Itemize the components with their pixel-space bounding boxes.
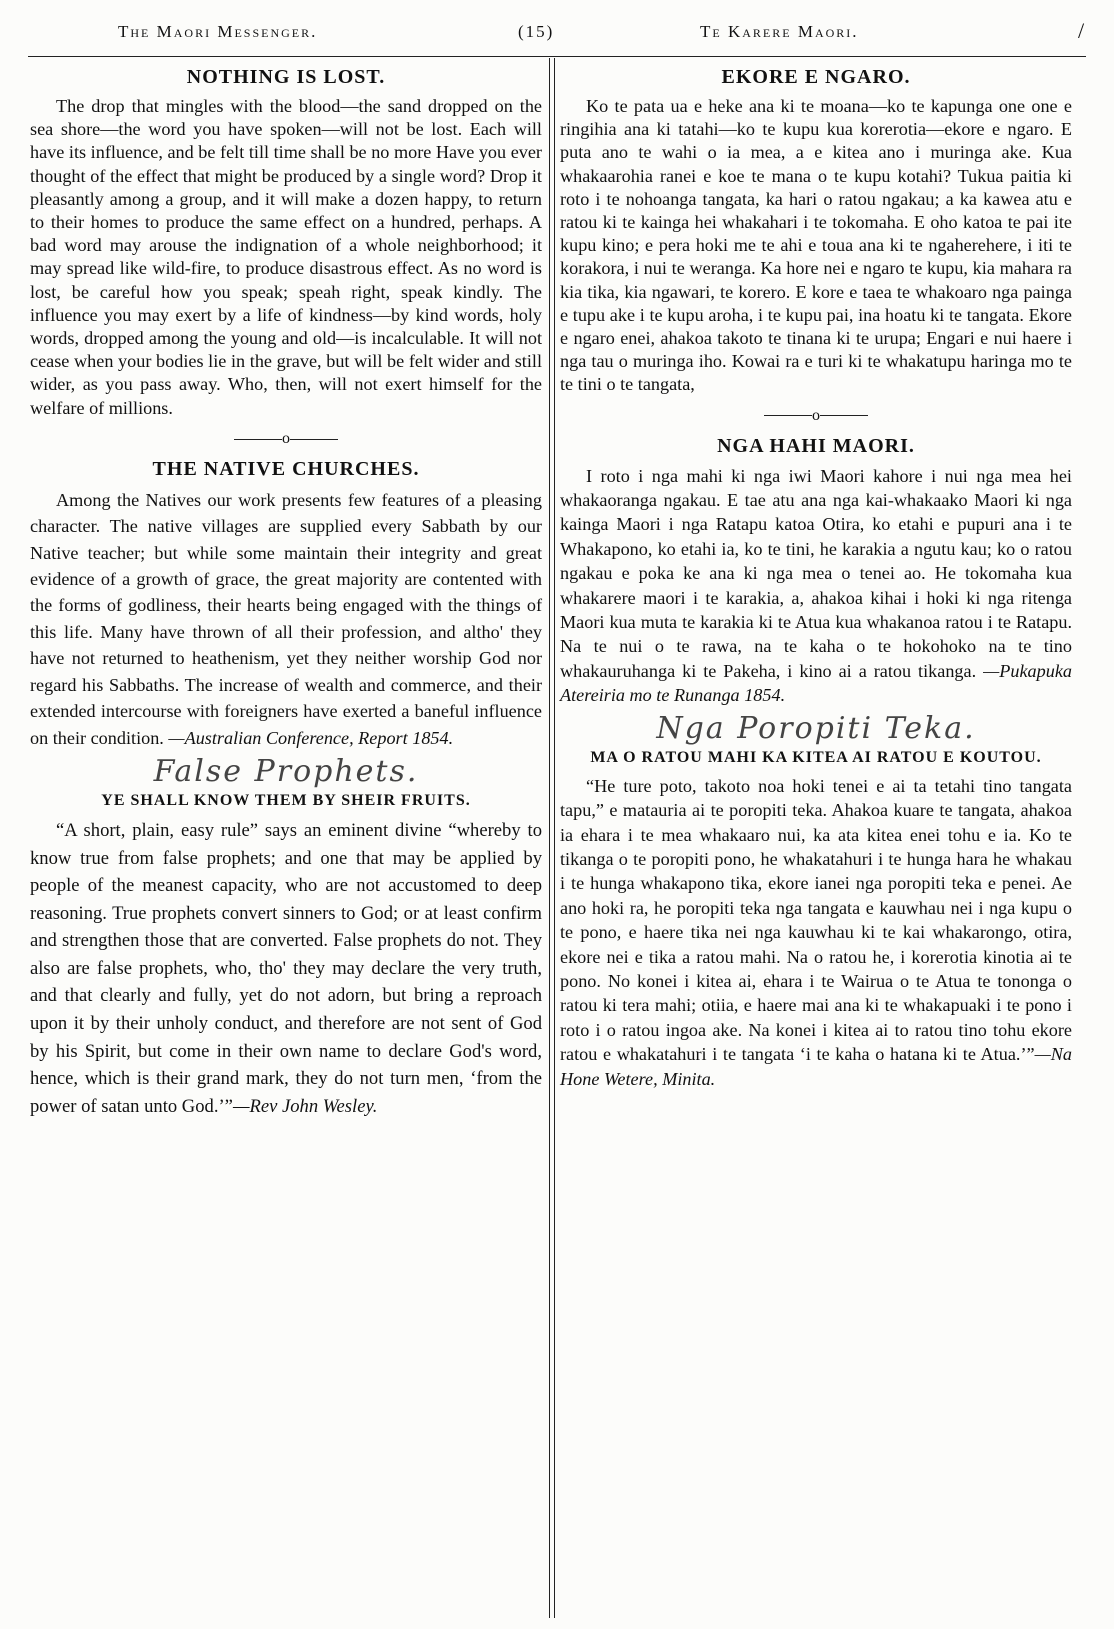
section-body-fruits: “A short, plain, easy rule” says an eminent divine “whereby to know true from false prophets; and one that may be applied by people of the meanest capacity, who are not accustomed to deep reasoning. True prophets convert sinners to God; or at least confirm and strengthen those that are converted. False prophets do not. They also are false prophets, who, tho' they may declare the very truth, and that clearly and fully, yet do not adorn, but bring a reproach upon it by their unholy conduct, and therefore are not sent of God by his Spirit, but come in their own name to declare God's word, hence, which is their grand mark, they do not turn men, ‘from the power of satan unto God.’”—Rev John Wesley. bbox=[30, 819, 542, 1117]
section-body-native-churches: Among the Natives our work presents few features of a pleasing character. The native villages are supplied every Sabbath by our Native teacher; but while some maintain their integrity and great evidence of a growth of grace, the great majority are contented with the forms of godliness, their hearts being engaged with the things of this life. Many have thrown of all their profession, and altho' they have not returned to heathenism, yet they neither worship God nor regard his Sabbaths. The increase of wealth and commerce, and their extended intercourse with foreigners have exerted a baneful influence on their condition. —Australian Conference, Report 1854. bbox=[30, 489, 542, 748]
header-rule bbox=[28, 56, 1086, 57]
handwritten-annotation: False Prophets. bbox=[153, 753, 419, 789]
section-body-ekore-e-ngaro: Ko te pata ua e heke ana ki te moana—ko te kapunga one one e ringihia ana ki tatahi—ko te kupu kua korerotia—ekore e ngaro. E puta ano te wahi o ia mea, a e kitea ano i muringa ake. Kua whakaarohia ranei e koe te mana o te kupu kotahi? Tukua paitia ki roto i te nohoanga tangata, ka hari o ratou ngakau; a ka kawea atu e ratou ki te kainga hei whakahari i te tokomaha. E oho katoa te pai ite kupu kino; e pera hoki me te ahi e toua ana ki te ngaherehere, i iti te korakora, i nui te weranga. Ka hore nei e ngaro te kupu, kia mahara ra kia tika, kia ngawari, te korero. E kore e taea te whakoaro nga painga e tupu ake i te kupu aroha, i te kupu pai, ina hoatu ki te tangata. Ekore e ngaro enei, ahakoa takoto te tinana ki te urupa; Engari e nui haere i nga tau o muringa iho. Kowai ra e turi ki te whakatupu haringa mo te te tini o te tangata, bbox=[560, 96, 1072, 395]
column-divider bbox=[549, 58, 555, 1618]
maori-column bbox=[560, 66, 1072, 1091]
corner-mark: / bbox=[1078, 18, 1087, 43]
page-number: (15) bbox=[518, 22, 555, 41]
section-body-ma-o-ratou-mahi: “He ture poto, takoto noa hoki tenei e ai ta tetahi tino tangata tapu,” e matauria ai te poropiti teka. Ahakoa kuare te tangata, ahakoa ia ehara i te mea whakaaro nui, ka ata kitea enei tohu e ia. Ko te tikanga o te poropiti pono, he whakatahuri i te hunga hara he whakau i te hunga whakapono tika, ekore ianei nga poropiti teka e penei. Ae ano hoki ra, he poropiti teka nga tangata e kauwhau nei i nga kupu o te pono, e haere tika nei nga kauwhau ki te kai whakarongo, otira, ekore nei e tika a ratou mahi. Na o ratou he, i korerotia kinotia ai te pono. No konei i kitea ai, ehara i te Wairua o te Atua te tononga o ratou ki tera mahi; otiia, e haere mai ana ki te whakapuaki i te pono i roto i o ratou ingoa ake. Na konei i kitea ai to ratou tino tohu ekore ratou e whakatahuri i te tangata ‘i te kaha o hatana ki te Atua.’”—Na Hone Wetere, Minita. bbox=[560, 775, 1072, 1089]
attribution: —Australian Conference, Report 1854. bbox=[168, 727, 454, 748]
masthead-maori: Te Karere Maori. bbox=[700, 22, 859, 41]
section-divider: o bbox=[560, 407, 1072, 425]
section-title-ma-o-ratou-mahi: MA O RATOU MAHI KA KITEA AI RATOU E KOUTOU. bbox=[590, 748, 1042, 766]
handwritten-annotation: Nga Poropiti Teka. bbox=[656, 710, 976, 746]
section-title-fruits: YE SHALL KNOW THEM BY SHEIR FRUITS. bbox=[101, 791, 471, 809]
english-column bbox=[30, 66, 542, 1120]
masthead-english: The Maori Messenger. bbox=[118, 22, 318, 41]
page-header bbox=[0, 18, 1114, 52]
section-title-nothing-is-lost: NOTHING IS LOST. bbox=[186, 66, 386, 88]
attribution: —Rev John Wesley. bbox=[232, 1095, 378, 1117]
section-body-nothing-is-lost: The drop that mingles with the blood—the sand dropped on the sea shore—the word you have spoken—will not be lost. Each will have its influence, and be felt till time shall be no more Have you ever thought of the effect that might be produced by a single word? Drop it pleasantly among a group, and it will make a dozen happy, to return to their homes to produce the same effect on a hundred, perhaps. A bad word may arouse the indignation of a whole neighborhood; it may spread like wild-fire, to produce disastrous effect. As no word is lost, be careful how you speak; speah right, speak kindly. The influence you may exert by a life of kindness—by kind words, holy words, dropped among the young and old—is incalculable. It will not cease when your bodies lie in the grave, but will be felt wider and still wider, as you pass away. Who, then, will not exert himself for the welfare of millions. bbox=[30, 96, 542, 418]
section-body-nga-hahi-maori: I roto i nga mahi ki nga iwi Maori kahore i nui nga mea hei whakaoranga ngakau. E tae atu ana nga kai-whakaako Maori ki nga kainga Maori i nga Ratapu katoa Otira, ko etahi e pupuri ana i te Whakapono, ko etahi ia, ko te tini, he karakia a ngutu kau; ko o ratou ngakau e poka ke ana ki nga mea o tenei ao. He tokomaha kua whakarere maori i te karakia, a, ahakoa kihai i hoki ki nga ritenga Maori kua muta te karakia ki te Atua kua whakanoa ratou i te Ratapu. Na te nui o te rawa, na te kaha o te hokohoko na te tino whakauruhanga ki te Pakeha, i kino ai a ratou tikanga. —Pukapuka Atereiria mo te Runanga 1854. bbox=[560, 465, 1073, 706]
section-title-ekore-e-ngaro: EKORE E NGARO. bbox=[721, 66, 911, 88]
section-title-nga-hahi-maori: NGA HAHI MAORI. bbox=[717, 434, 915, 457]
section-divider: o bbox=[30, 430, 542, 448]
section-title-native-churches: THE NATIVE CHURCHES. bbox=[152, 457, 420, 480]
attribution: —Na Hone Wetere, Minita. bbox=[560, 1044, 1072, 1089]
attribution: —Pukapuka Atereiria mo te Runanga 1854. bbox=[560, 660, 1073, 706]
